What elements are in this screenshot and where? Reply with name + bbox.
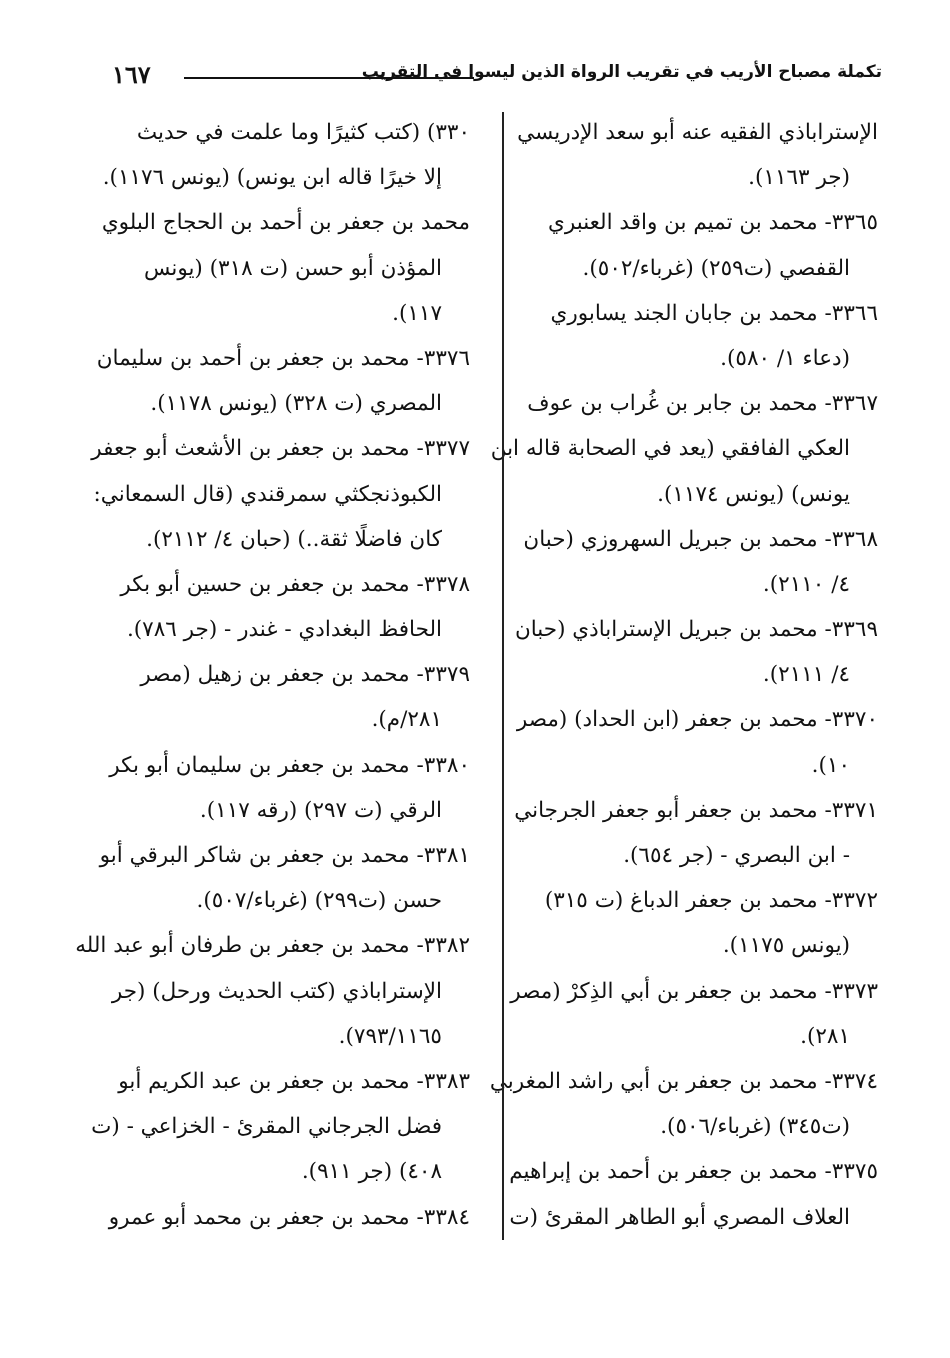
text-line: يونس) (يونس ١١٧٤). — [657, 481, 850, 507]
text-line: ٢٨١/م). — [371, 707, 442, 733]
text-line: ٣٣٠) (كتب كثيرًا وما علمت في حديث — [136, 120, 470, 145]
left-column — [75, 110, 470, 1240]
text-line: ٣٣٨٠- محمد بن جعفر بن سليمان أبو بكر — [109, 752, 470, 778]
text-line: ١١٧). — [392, 300, 442, 326]
text-line: المؤذن أبو حسن (ت ٣١٨) (يونس — [143, 255, 442, 281]
text-line: ٣٣٨٢- محمد بن جعفر بن طرفان أبو عبد الله — [75, 933, 470, 959]
text-line: الحافظ البغدادي - غندر - (جر ٧٨٦). — [126, 617, 442, 643]
column-divider — [502, 112, 504, 1240]
text-line: الكبوذنجكثي سمرقندي (قال السمعاني: — [93, 481, 442, 507]
text-line: ٢٨١). — [800, 1023, 850, 1049]
page-number: ١٦٧ — [112, 60, 151, 89]
text-line: إلا خيرًا قاله ابن يونس) (يونس ١١٧٦). — [102, 165, 442, 191]
text-line: ٣٣٧٥- محمد بن جعفر بن أحمد بن إبراهيم — [509, 1159, 878, 1185]
text-line: ٣٣٦٩- محمد بن جبريل الإستراباذي (حبان — [514, 617, 878, 643]
text-line: ٣٣٧٧- محمد بن جعفر بن الأشعث أبو جعفر — [91, 436, 470, 462]
text-line: (دعاء ١/ ٥٨٠). — [720, 345, 850, 371]
text-line: ٤/ ٢١١١). — [762, 662, 850, 688]
text-line: ٣٣٧٠- محمد بن جعفر (ابن الحداد) (مصر — [516, 707, 878, 733]
page-header — [112, 62, 882, 102]
text-line: فضل الجرجاني المقرئ - الخزاعي - (ت — [91, 1114, 442, 1140]
text-line: الإستراباذي الفقيه عنه أبو سعد الإدريسي — [517, 120, 878, 145]
text-line: ٤٠٨) (جر ٩١١). — [301, 1159, 442, 1185]
text-line: - ابن البصري - (جر ٦٥٤). — [623, 843, 850, 868]
text-line: ٣٣٨١- محمد بن جعفر بن شاكر البرقي أبو — [99, 843, 470, 868]
text-line: (جر ١١٦٣). — [748, 165, 850, 191]
text-line: حسن (ت٢٩٩) (غرباء/٥٠٧). — [196, 888, 442, 914]
text-line: ٣٣٦٨- محمد بن جبريل السهروزي (حبان — [523, 526, 878, 552]
text-line: ٣٣٧٢- محمد بن جعفر الدباغ (ت ٣١٥) — [544, 888, 878, 914]
text-line: كان فاضلًا ثقة..) (حبان ٤/ ٢١١٢). — [146, 526, 442, 552]
text-line: العلاف المصري أبو الطاهر المقرئ (ت — [509, 1204, 850, 1230]
text-line: العكي الفافقي (يعد في الصحابة قاله ابن — [490, 436, 850, 462]
text-line: ٣٣٨٤- محمد بن جعفر بن محمد أبو عمرو — [108, 1204, 470, 1230]
text-line: ٣٣٧٦- محمد بن جعفر بن أحمد بن سليمان — [96, 345, 470, 371]
text-line: ٣٣٧٩- محمد بن جعفر بن زهيل (مصر — [140, 662, 470, 688]
text-line: ٣٣٧٣- محمد بن جعفر بن أبي الذِكرْ (مصر — [510, 978, 878, 1004]
text-line: ١٠). — [811, 752, 850, 778]
text-line: الرقي (ت ٢٩٧) (رقه ١١٧). — [199, 797, 442, 823]
text-line: (ت٣٤٥) (غرباء/٥٠٦). — [660, 1114, 850, 1140]
text-line: ٧٩٣/١١٦٥). — [338, 1023, 442, 1049]
text-line: الإستراباذي (كتب الحديث ورحل) (جر — [111, 978, 442, 1004]
text-line: ٣٣٦٦- محمد بن جابان الجند يسابوري — [550, 300, 878, 326]
right-column — [489, 110, 878, 1240]
text-line: ٣٣٦٥- محمد بن تميم بن واقد العنبري — [548, 210, 878, 236]
text-line: ٤/ ٢١١٠). — [762, 571, 850, 597]
text-line: ٣٣٦٧- محمد بن جابر بن غُراب بن عوف — [527, 391, 878, 417]
text-line: ٣٣٧٨- محمد بن جعفر بن حسين أبو بكر — [120, 571, 470, 597]
text-line: (يونس ١١٧٥). — [722, 933, 850, 959]
running-title: تكملة مصباح الأريب في تقريب الرواة الذين ليسوا في التقريب — [361, 62, 882, 82]
header-rule — [184, 77, 474, 79]
text-line: محمد بن جعفر بن أحمد بن الحجاج البلوي — [101, 210, 470, 236]
text-line: القفصي (ت٢٥٩) (غرباء/٥٠٢). — [582, 255, 850, 281]
text-line: المصري (ت ٣٢٨) (يونس ١١٧٨). — [150, 391, 442, 417]
text-line: ٣٣٨٣- محمد بن جعفر بن عبد الكريم أبو — [118, 1068, 470, 1094]
text-line: ٣٣٧٤- محمد بن جعفر بن أبي راشد المغربي — [489, 1068, 878, 1094]
text-line: ٣٣٧١- محمد بن جعفر أبو جعفر الجرجاني — [514, 797, 878, 823]
